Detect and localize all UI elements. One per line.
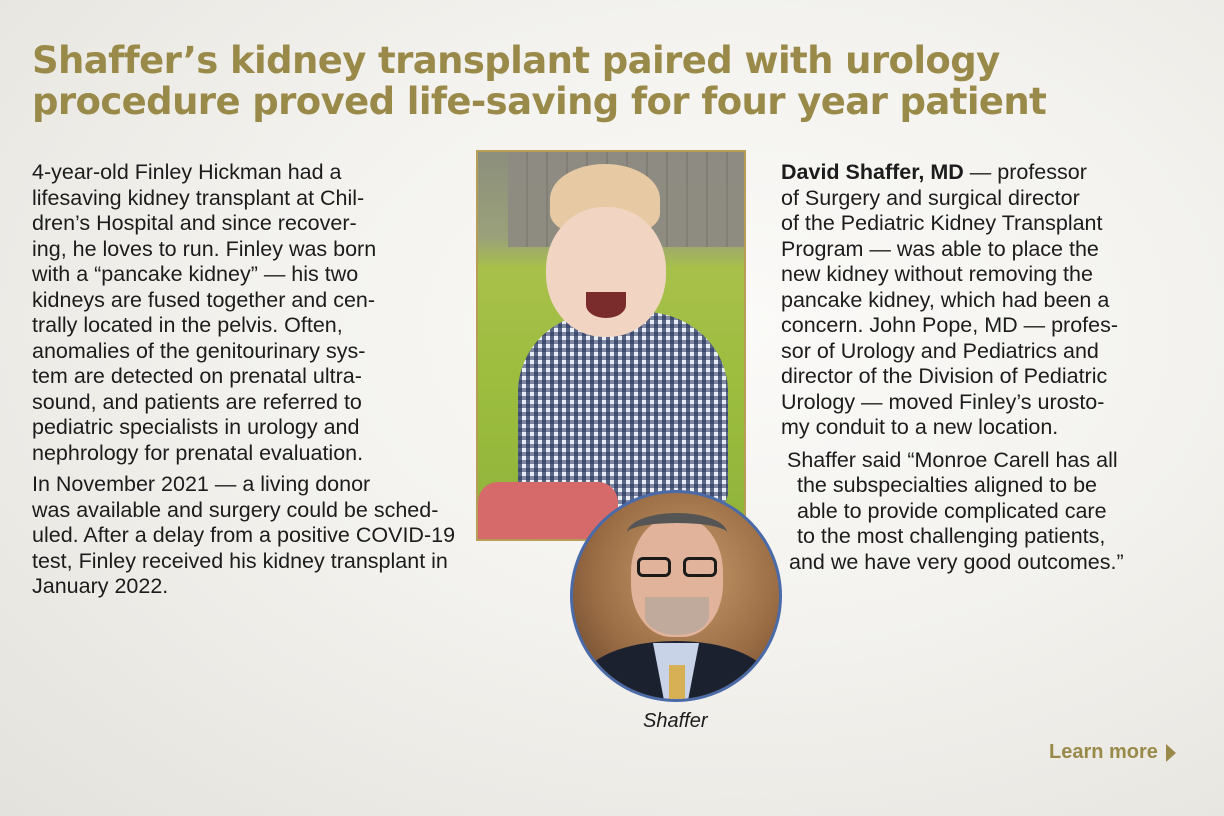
text-line: was available and surgery could be sched- [32,497,439,522]
portrait-caption: Shaffer [643,710,708,732]
left-column [32,160,455,600]
patient-photo [476,150,746,541]
text-line: the subspecialties aligned to be [797,473,1098,497]
text-line: and we have very good outcomes.” [789,549,1124,574]
text-line: sor of Urology and Pediatrics and [781,338,1099,363]
quote-paragraph [781,448,1124,576]
text-line: concern. John Pope, MD — profes- [781,313,1118,337]
text-line: In November 2021 — a living donor [32,472,371,496]
story-paragraph-1 [32,160,455,466]
headline-line-1: Shaffer’s kidney transplant paired with urology [32,39,1000,82]
text-line: January 2022. [32,574,169,598]
text-line: to the most challenging patients, [797,524,1106,548]
text-line: able to provide complicated care [797,498,1107,523]
text-line: Program — was able to place the [781,236,1099,261]
headline [32,40,1046,122]
text-line: kidneys are fused together and cen- [32,287,376,312]
text-fragment: — professor [963,160,1087,184]
portrait-beard [645,597,709,635]
text-line: uled. After a delay from a positive COVID-19 [32,523,456,547]
surgeon-name: David Shaffer, MD [781,160,964,184]
story-paragraph-2 [32,472,455,600]
text-line: nephrology for prenatal evaluation. [32,440,364,465]
text-line: tem are detected on prenatal ultra- [32,364,362,388]
surgeon-portrait [570,490,782,702]
text-line: of Surgery and surgical director [781,185,1080,210]
text-line: dren’s Hospital and since recover- [32,211,357,235]
portrait-tie [669,665,685,702]
portrait-glasses [637,557,717,577]
text-line: with a “pancake kidney” — his two [32,262,359,286]
text-line: director of the Division of Pediatric [781,364,1108,388]
surgeon-paragraph [781,160,1124,441]
text-line: pediatric specialists in urology and [32,415,360,439]
text-line: sound, and patients are referred to [32,389,362,414]
headline-line-2: procedure proved life-saving for four year patient [32,80,1047,123]
text-line: trally located in the pelvis. Often, [32,313,343,337]
text-line: my conduit to a new location. [781,415,1059,439]
right-column [781,160,1124,575]
text-line: 4-year-old Finley Hickman had a [32,160,342,184]
text-line: Shaffer said “Monroe Carell has all [787,447,1118,472]
text-line: test, Finley received his kidney transplant in [32,548,448,573]
text-line: lifesaving kidney transplant at Chil- [32,185,365,210]
learn-more-label: Learn more [1049,741,1158,763]
text-line: pancake kidney, which had been a [781,287,1110,312]
text-line: ing, he loves to run. Finley was born [32,236,377,261]
text-line: of the Pediatric Kidney Transplant [781,211,1103,235]
triangle-right-icon [1166,744,1176,762]
text-line [781,160,1124,186]
learn-more-link[interactable] [1049,741,1176,764]
boy-mouth [586,292,626,318]
text-line: Urology — moved Finley’s urosto- [781,389,1105,414]
text-line: new kidney without removing the [781,262,1093,286]
text-line: anomalies of the genitourinary sys- [32,338,366,363]
portrait-hair [627,513,727,553]
